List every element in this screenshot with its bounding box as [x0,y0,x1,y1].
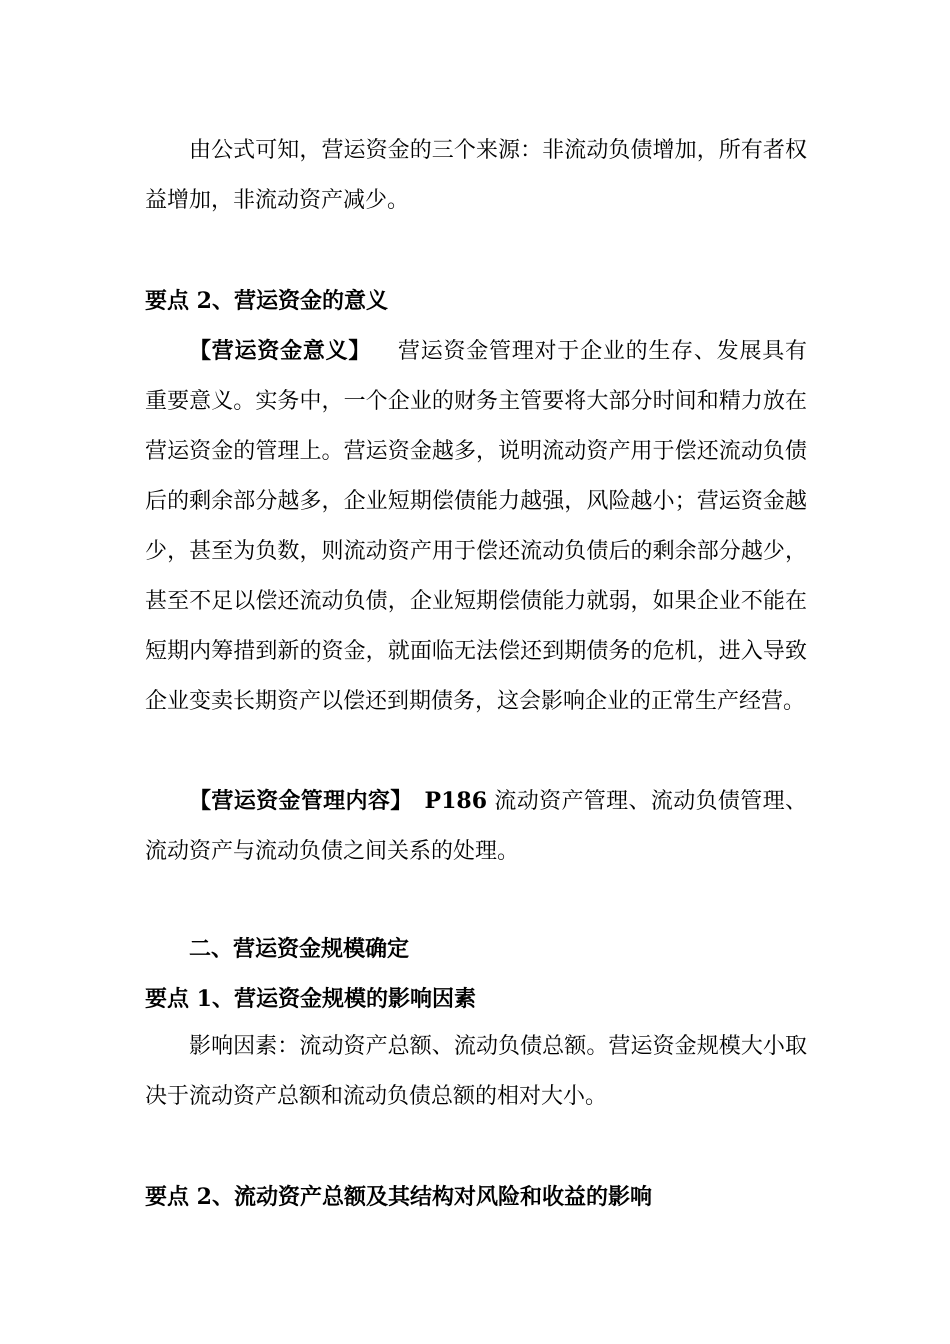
paragraph-management-content [145,776,807,877]
content-label: 【营运资金管理内容】 [189,788,413,814]
meaning-text: 营运资金管理对于企业的生存、发展具有重要意义。实务中，一个企业的财务主管要将大部分时间和精力放在营运资金的管理上。营运资金越多，说明流动资产用于偿还流动负债后的剩余部分越多，企业短期偿债能力越强，风险越小；营运资金越少，甚至为负数，则流动资产用于偿还流动负债后的剩余部分越少，甚至不足以偿还流动负债，企业短期偿债能力就弱，如果企业不能在短期内筹措到新的资金，就面临无法偿还到期债务的危机，进入导致企业变卖长期资产以偿还到期债务，这会影响企业的正常生产经营。 [145,339,807,714]
paragraph-working-capital-sources: 由公式可知，营运资金的三个来源：非流动负债增加，所有者权益增加，非流动资产减少。 [145,138,807,213]
content-text: 流动资产管理、流动负债管理、流动资产与流动负债之间关系的处理。 [145,789,807,864]
content-page-ref: P186 [424,788,488,814]
heading-section-2: 二、营运资金规模确定 [189,936,410,962]
heading-point-1-factors: 要点 1、营运资金规模的影响因素 [145,986,476,1012]
paragraph-working-capital-meaning [145,326,807,727]
heading-point-2-structure: 要点 2、流动资产总额及其结构对风险和收益的影响 [145,1184,652,1210]
meaning-label: 【营运资金意义】 [189,338,372,364]
paragraph-influencing-factors: 影响因素：流动资产总额、流动负债总额。营运资金规模大小取决于流动资产总额和流动负债总额的相对大小。 [145,1034,807,1109]
heading-point-2-meaning: 要点 2、营运资金的意义 [145,288,388,314]
